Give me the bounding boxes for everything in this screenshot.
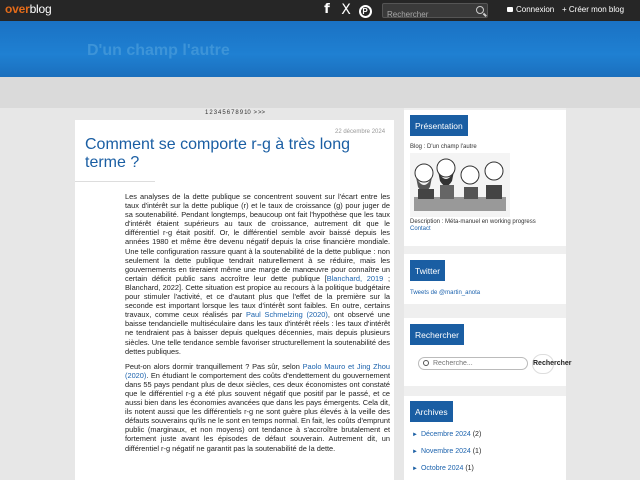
contact-line: [410, 226, 431, 232]
archive-link[interactable]: Décembre 2024: [420, 431, 471, 438]
mauro-zhou-link[interactable]: Paolo Mauro et Jing Zhou (2020): [125, 361, 391, 380]
logo-blog: blog: [29, 2, 52, 16]
pinterest-icon[interactable]: [357, 2, 373, 18]
blog-title[interactable]: D'un champ l'autre: [87, 42, 230, 59]
header-band: [0, 77, 640, 108]
search-icon: [423, 360, 429, 366]
cartoon-drawing: [410, 153, 510, 217]
twitter-link[interactable]: Tweets de @martin_anota: [410, 290, 481, 296]
page-link[interactable]: 7: [231, 110, 235, 116]
text-run: , ont observé une baisse tendancielle multiséculaire dans les taux d'intérêt réels : les taux d'intérêt ne tendraient pas à baisser depuis quelques décennies, mais depuis plusieurs siècles. Une telle tendance semble favoriser structurellement la soutenabilité des dettes publiques.: [125, 310, 390, 356]
page-link[interactable]: 9: [239, 110, 244, 116]
page-link[interactable]: 4: [218, 110, 222, 116]
archive-link[interactable]: Octobre 2024: [420, 465, 464, 472]
text-run: ; Blanchard, 2022]. Cette situation est propice au recours à la politique budgétaire pour stimuler l'activité, et ce d'autant plus que l'effet de la première sur la seconde est important lorsque les taux d'intérêt sont faibles. En outre, certains travaux, comme ceux réalisés par: [125, 273, 390, 320]
archive-item: [412, 448, 481, 455]
login-label: Connexion: [516, 5, 555, 14]
archive-count: (1): [472, 448, 482, 455]
top-search: [382, 3, 488, 18]
presentation-title: Présentation: [410, 115, 468, 136]
facebook-icon[interactable]: f: [324, 2, 330, 17]
search-title: Rechercher: [410, 324, 464, 345]
chevron-right-icon: ►: [412, 466, 418, 472]
page-link[interactable]: 8: [235, 110, 239, 116]
archive-item: [412, 431, 481, 438]
overblog-logo[interactable]: [5, 2, 51, 16]
last-page-link[interactable]: >>: [257, 110, 265, 116]
post-title[interactable]: Comment se comporte r-g à très long terme ?: [85, 136, 350, 171]
pinterest-glyph: P: [359, 5, 372, 18]
text-run: . En étudiant le comportement des coûts d'endettement du gouvernement dans 55 pays pendant plus de deux siècles, ces deux économistes ont constaté que le différentiel r-g a été plus souvent négatif que positif par le passé, et ce aussi bien dans les économies avancées que dans les pays émergents. Cela dit, ils notent aussi que les différentiels r-g ne sont guère plus élevés à la veille des défauts souverains qu'ils ne le sont en temps normal. En fait, les coûts d'emprunt public (marginaux, et non moyens) ont tendance à s'accroître brutalement et fortement juste avant les épisodes de défaut souverain. Autrement dit, un différentiel r-g négatif ne garantit pas la soutenabilité de la dette.: [125, 370, 390, 453]
blog-label-line: Blog : D'un champ l'autre: [410, 144, 477, 150]
description-label: Description: [410, 219, 441, 225]
archive-link[interactable]: Novembre 2024: [420, 448, 471, 455]
archive-count: (2): [472, 431, 482, 438]
economists-cartoon-image: [410, 153, 510, 217]
text-run: Peut-on alors dormir tranquillement ? Pas sûr, selon: [125, 361, 303, 371]
top-bar: [0, 0, 640, 21]
twitter-line: [410, 290, 480, 296]
next-page-link[interactable]: >: [253, 110, 257, 116]
blog-name: D'un champ l'autre: [427, 144, 477, 150]
description-line: Description : Méta-manuel en working progress: [410, 219, 536, 225]
archive-count: (1): [465, 465, 474, 472]
top-search-input[interactable]: [383, 8, 473, 21]
login-link[interactable]: [507, 5, 554, 14]
text-run: Les analyses de la dette publique se concentrent souvent sur l'écart entre les taux d'intérêt sur la dette publique (r) et le taux de croissance (g) pour juger de sa soutenabilité. Pendant longtemps, beaucoup ont fait l'hypothèse que les taux d'intérêt étaient supérieurs au taux de croissance, autrement dit que le différentiel r-g était positif. Or, le différentiel semble avoir baissé depuis les années 1980 et même être devenu négatif depuis la crise financière mondiale. Une telle configuration rassure quant à la soutenabilité de la dette publique : non seulement la dette publique tendrait naturellement à se réduire, mais les gouvernements en tireraient même une marge de manœuvre pour connaître un certain déficit public sans accroître leur dette publique [: [125, 192, 390, 283]
post-body: [125, 192, 390, 459]
twitter-title: Twitter: [410, 260, 445, 281]
pagination: [205, 110, 266, 116]
schmelzing-link[interactable]: Paul Schmelzing (2020): [245, 310, 328, 320]
blanchard-link[interactable]: Blanchard, 2019: [326, 273, 384, 283]
page-link[interactable]: 2: [209, 110, 213, 116]
page-link[interactable]: 1: [205, 110, 209, 116]
description-text: Méta-manuel en working progress: [445, 219, 536, 225]
chevron-right-icon: ►: [412, 432, 418, 438]
paragraph: [125, 362, 390, 453]
sidebar-search-button[interactable]: Rechercher: [532, 354, 554, 374]
title-divider: [75, 181, 155, 182]
lock-icon: [507, 7, 513, 12]
blog-label: Blog: [410, 144, 423, 150]
archive-item: [412, 465, 474, 472]
page-link[interactable]: 6: [226, 110, 231, 116]
create-blog-link[interactable]: + Créer mon blog: [562, 5, 625, 14]
page-link[interactable]: 5: [222, 110, 226, 116]
contact-link[interactable]: Contact: [410, 226, 431, 232]
page-link[interactable]: 3: [213, 110, 218, 116]
paragraph: [125, 192, 390, 356]
logo-over: over: [5, 2, 30, 16]
sidebar-search-input[interactable]: [419, 358, 513, 369]
blog-header: [0, 21, 640, 77]
x-icon[interactable]: X: [341, 2, 351, 18]
page-link[interactable]: 10: [244, 110, 251, 116]
archives-title: Archives: [410, 401, 453, 422]
search-icon[interactable]: [476, 6, 484, 14]
sidebar-search: [418, 357, 528, 370]
post-date: 22 décembre 2024: [335, 129, 386, 135]
chevron-right-icon: ►: [412, 449, 418, 455]
